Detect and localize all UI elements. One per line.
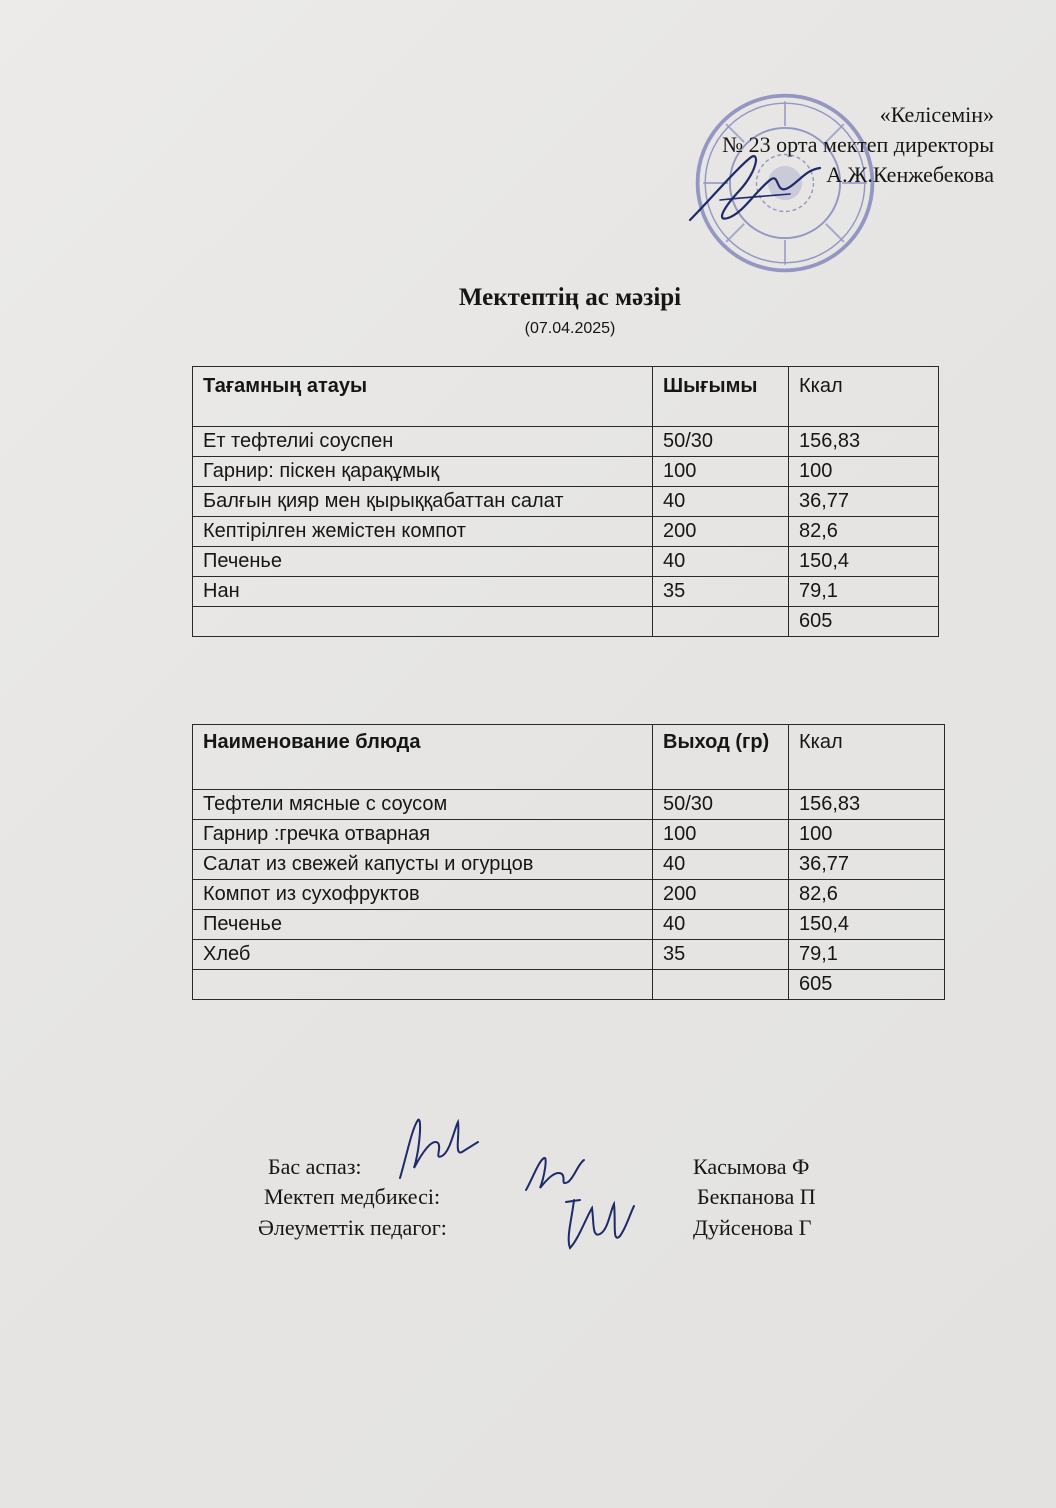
table-row (193, 457, 939, 487)
kcal-cell: 36,77 (789, 487, 939, 517)
portion-cell: 200 (653, 880, 789, 910)
signature-name-chef: Касымова Ф (693, 1154, 810, 1179)
portion-cell: 200 (653, 517, 789, 547)
total-empty-cell (193, 607, 653, 637)
kcal-cell: 150,4 (789, 910, 945, 940)
menu-table-russian (192, 724, 945, 1000)
director-signature (680, 140, 830, 240)
total-empty-cell (193, 970, 653, 1000)
portion-cell: 50/30 (653, 790, 789, 820)
total-kcal-cell: 605 (789, 970, 945, 1000)
table-row (193, 577, 939, 607)
column-header-kcal: Ккал (789, 725, 945, 790)
kcal-cell: 100 (789, 820, 945, 850)
total-empty-cell (653, 607, 789, 637)
dish-cell: Салат из свежей капусты и огурцов (193, 850, 653, 880)
social-teacher-signature (556, 1188, 640, 1260)
column-header-kcal: Ккал (789, 367, 939, 427)
column-header-dish: Наименование блюда (193, 725, 653, 790)
dish-cell: Кептірілген жемістен компот (193, 517, 653, 547)
signature-role-nurse: Мектеп медбикесі: (264, 1184, 441, 1209)
portion-cell: 40 (653, 487, 789, 517)
table-row (193, 517, 939, 547)
portion-cell: 50/30 (653, 427, 789, 457)
dish-cell: Печенье (193, 910, 653, 940)
kcal-cell: 156,83 (789, 790, 945, 820)
column-header-dish: Тағамның атауы (193, 367, 653, 427)
kcal-cell: 150,4 (789, 547, 939, 577)
kcal-cell: 100 (789, 457, 939, 487)
table-row (193, 880, 945, 910)
portion-cell: 35 (653, 577, 789, 607)
approval-director-name: А.Ж.Кенжебекова (826, 162, 994, 187)
dish-cell: Нан (193, 577, 653, 607)
table-row (193, 820, 945, 850)
kcal-cell: 36,77 (789, 850, 945, 880)
table-total-row (193, 607, 939, 637)
dish-cell: Компот из сухофруктов (193, 880, 653, 910)
dish-cell: Тефтели мясные с соусом (193, 790, 653, 820)
kcal-cell: 79,1 (789, 940, 945, 970)
table-header-row (193, 367, 939, 427)
table-header-row (193, 725, 945, 790)
table-row (193, 547, 939, 577)
table-row (193, 427, 939, 457)
portion-cell: 40 (653, 850, 789, 880)
signature-name-social-teacher: Дуйсенова Г (693, 1215, 812, 1240)
total-empty-cell (653, 970, 789, 1000)
menu-date: (07.04.2025) (524, 320, 616, 337)
table-row (193, 487, 939, 517)
approval-heading: «Келісемін» (879, 102, 994, 127)
kcal-cell: 79,1 (789, 577, 939, 607)
total-kcal-cell: 605 (789, 607, 939, 637)
portion-cell: 40 (653, 547, 789, 577)
chef-signature (392, 1108, 482, 1188)
column-header-portion: Выход (гр) (653, 725, 789, 790)
approval-position: № 23 орта мектеп директоры (722, 132, 994, 157)
kcal-cell: 82,6 (789, 880, 945, 910)
signature-role-chef: Бас аспаз: (268, 1154, 362, 1179)
column-header-portion: Шығымы (653, 367, 789, 427)
page-title: Мектептің ас мәзірі (458, 284, 682, 311)
table-row (193, 910, 945, 940)
dish-cell: Хлеб (193, 940, 653, 970)
table-row (193, 940, 945, 970)
portion-cell: 40 (653, 910, 789, 940)
portion-cell: 100 (653, 457, 789, 487)
portion-cell: 100 (653, 820, 789, 850)
dish-cell: Балғын қияр мен қырыққабаттан салат (193, 487, 653, 517)
dish-cell: Ет тефтелиі соуспен (193, 427, 653, 457)
dish-cell: Печенье (193, 547, 653, 577)
signature-name-nurse: Бекпанова П (697, 1184, 816, 1209)
dish-cell: Гарнир: піскен қарақұмық (193, 457, 653, 487)
table-total-row (193, 970, 945, 1000)
menu-table-kazakh (192, 366, 939, 637)
dish-cell: Гарнир :гречка отварная (193, 820, 653, 850)
table-row (193, 790, 945, 820)
kcal-cell: 82,6 (789, 517, 939, 547)
table-row (193, 850, 945, 880)
portion-cell: 35 (653, 940, 789, 970)
kcal-cell: 156,83 (789, 427, 939, 457)
signature-role-social-teacher: Әлеуметтік педагог: (258, 1215, 447, 1240)
